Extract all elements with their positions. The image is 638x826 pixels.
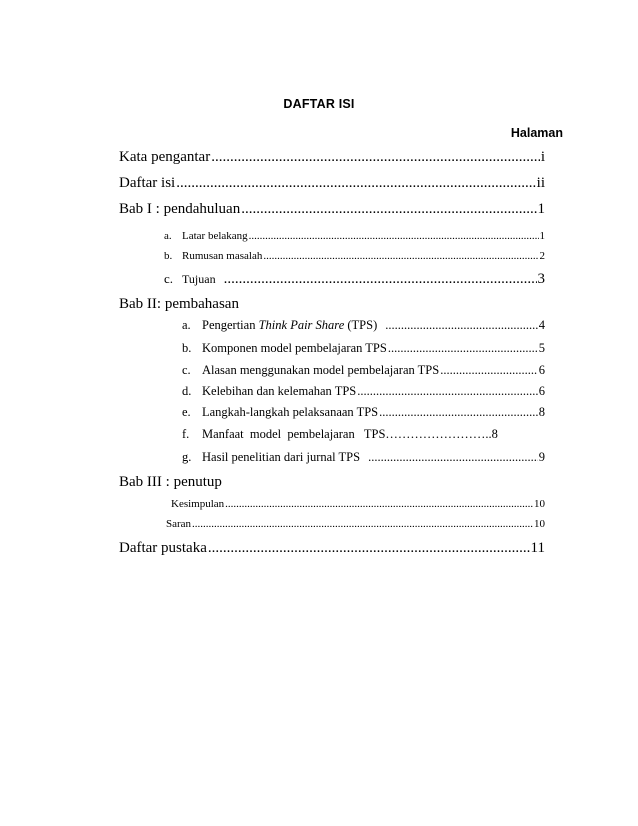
toc-entry-page: 11	[530, 540, 545, 556]
toc-entry-page: 1	[539, 230, 545, 242]
toc-entry-page: 5	[538, 341, 545, 355]
toc-entry-page: 4	[538, 318, 545, 332]
toc-entry-label: Manfaat model pembelajaran TPS……………………..8	[202, 427, 498, 441]
toc-entry-marker: f.	[182, 427, 190, 441]
dot-leader	[388, 341, 538, 356]
toc-entry-page: ii	[536, 175, 545, 191]
toc-entry-marker: d.	[182, 384, 192, 398]
toc-entry-page: 9	[538, 450, 545, 464]
toc-entry-marker: b.	[182, 341, 192, 355]
toc-entry-bab-2a	[182, 318, 545, 333]
toc-entry-marker: b.	[164, 250, 173, 262]
dot-leader	[249, 229, 539, 243]
label-part: (TPS)	[344, 318, 378, 332]
dot-leader	[440, 363, 538, 378]
toc-entry-page: 2	[539, 250, 545, 262]
toc-entry-marker: c.	[182, 363, 191, 377]
dot-leader	[208, 539, 530, 557]
toc-entry-label: Rumusan masalah	[182, 250, 263, 262]
toc-entry-bab-2f	[182, 427, 545, 442]
dot-leader	[368, 450, 538, 465]
toc-entry-bab-1b	[164, 249, 545, 263]
toc-entry-bab-1	[119, 200, 545, 218]
toc-entry-bab-2e	[182, 405, 545, 420]
dot-leader	[176, 174, 535, 192]
document-title: DAFTAR ISI	[283, 97, 355, 111]
toc-entry-page: 8	[538, 405, 545, 419]
toc-entry-label: Hasil penelitian dari jurnal TPS	[202, 450, 361, 464]
toc-entry-label: Kesimpulan	[171, 498, 225, 510]
toc-entry-page: 6	[538, 384, 545, 398]
toc-entry-label: Komponen model pembelajaran TPS	[202, 341, 387, 355]
toc-entry-marker: e.	[182, 405, 191, 419]
toc-entry-bab-1a	[164, 229, 545, 243]
toc-entry-label: Kelebihan dan kelemahan TPS	[202, 384, 357, 398]
toc-entry-label: Latar belakang	[182, 230, 248, 242]
toc-entry-kata-pengantar	[119, 148, 545, 166]
toc-entry-page: 10	[534, 518, 545, 530]
page-column-label: Halaman	[510, 126, 563, 140]
toc-entry-page: i	[540, 149, 545, 165]
toc-entry-marker: g.	[182, 450, 192, 464]
dot-leader	[211, 148, 540, 166]
toc-entry-bab-2b	[182, 341, 545, 356]
toc-entry-label: Alasan menggunakan model pembelajaran TPS	[202, 363, 440, 377]
toc-entry-label: Bab I : pendahuluan	[119, 201, 241, 217]
toc-entry-marker: a.	[164, 230, 172, 242]
label-italic: Think Pair Share	[258, 318, 345, 332]
toc-entry-daftar-isi	[119, 174, 545, 192]
toc-entry-label: Langkah-langkah pelaksanaan TPS	[202, 405, 379, 419]
toc-entry-page: 3	[537, 271, 545, 287]
toc-entry-bab-2d	[182, 384, 545, 399]
toc-entry-label: Saran	[166, 518, 192, 530]
toc-entry-label: Kata pengantar	[119, 149, 211, 165]
toc-entry-marker: a.	[182, 318, 191, 332]
toc-entry-label: Daftar pustaka	[119, 540, 207, 556]
toc-entry-bab-2g	[182, 450, 545, 465]
toc-entry-page: 6	[538, 363, 545, 377]
dot-leader	[379, 405, 538, 420]
dot-leader	[385, 318, 538, 333]
toc-entry-bab-1c	[164, 270, 545, 288]
toc-entry-page: 10	[534, 498, 545, 510]
dot-leader	[357, 384, 538, 399]
toc-entry-daftar-pustaka	[119, 539, 545, 557]
dot-leader	[224, 270, 537, 288]
dot-leader	[225, 497, 533, 511]
dot-leader	[241, 200, 536, 218]
toc-entry-label: Daftar isi	[119, 175, 176, 191]
toc-entry-marker: c.	[164, 271, 174, 286]
toc-section-bab-3: Bab III : penutup	[119, 474, 222, 490]
toc-section-bab-2: Bab II: pembahasan	[119, 296, 239, 312]
toc-entry-saran	[166, 517, 545, 531]
dot-leader	[192, 517, 533, 531]
toc-entry-label	[202, 318, 377, 333]
label-part: Pengertian	[202, 318, 259, 332]
dot-leader	[263, 249, 538, 263]
toc-entry-label: Tujuan	[182, 272, 216, 286]
toc-entry-page: 1	[537, 201, 545, 217]
toc-entry-kesimpulan	[171, 497, 545, 511]
toc-entry-bab-2c	[182, 363, 545, 378]
